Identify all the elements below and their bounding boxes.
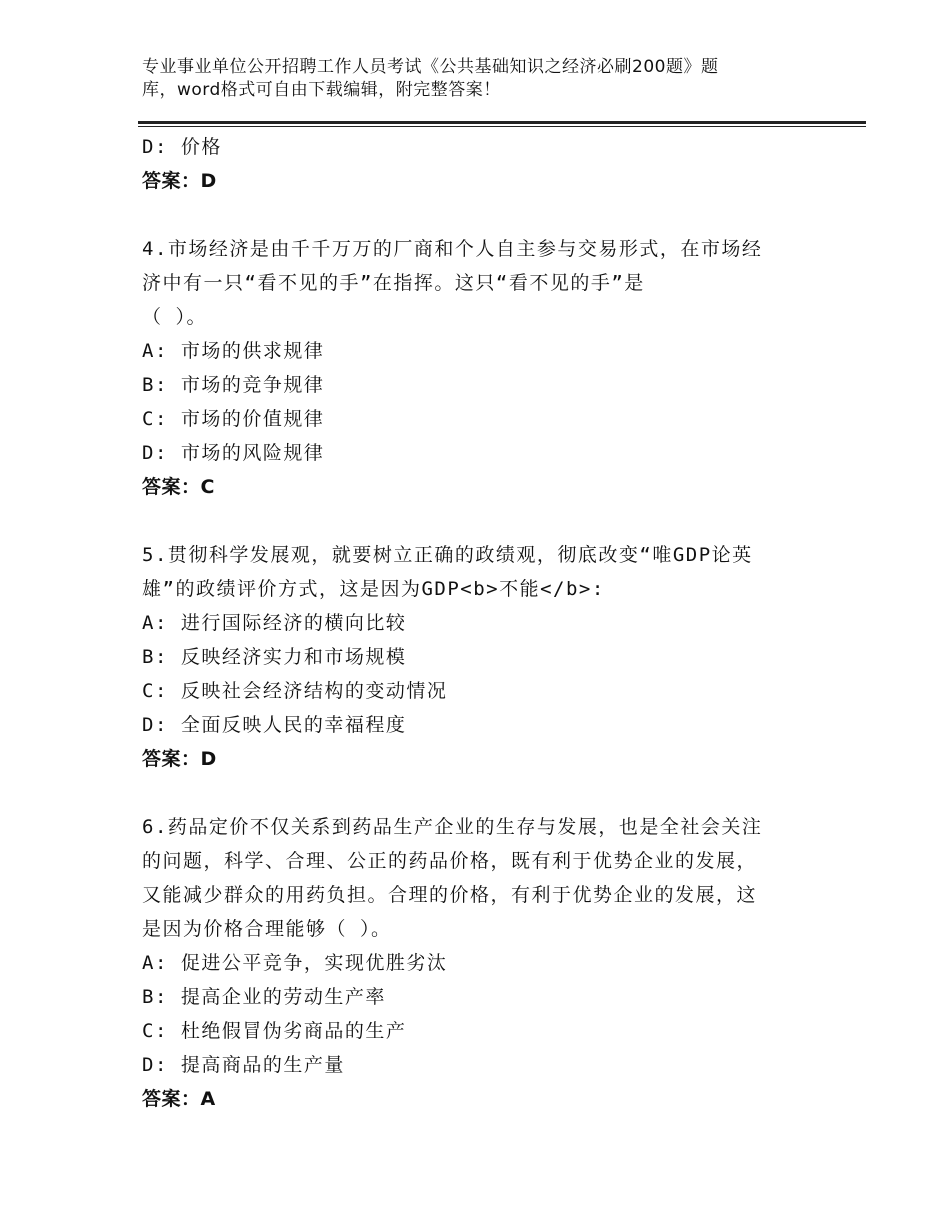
header-divider-thick: [138, 121, 866, 124]
question-text-line: （ ）。: [142, 306, 207, 328]
question-5: [142, 538, 822, 776]
question-text-line: 济中有一只“看不见的手”在指挥。这只“看不见的手”是: [142, 272, 645, 294]
spacer: [142, 504, 822, 538]
question-list: [142, 130, 822, 1116]
header-title-line-1: 专业事业单位公开招聘工作人员考试《公共基础知识之经济必刷200题》题: [142, 57, 719, 77]
header-divider-thin: [138, 126, 866, 127]
question-text-line: 的问题，科学、合理、公正的药品价格，既有利于优势企业的发展，: [142, 850, 758, 872]
option-b: B: 市场的竞争规律: [142, 374, 325, 396]
page-header: [142, 56, 782, 102]
option-d: D: 价格: [142, 136, 222, 158]
option-a: A: 市场的供求规律: [142, 340, 325, 362]
question-text-line: 雄”的政绩评价方式，这是因为GDP<b>不能</b>:: [142, 578, 605, 600]
option-b: B: 提高企业的劳动生产率: [142, 986, 386, 1008]
question-text-line: 4.市场经济是由千千万万的厂商和个人自主参与交易形式，在市场经: [142, 238, 763, 260]
option-a: A: 促进公平竞争，实现优胜劣汰: [142, 952, 448, 974]
spacer: [142, 776, 822, 810]
question-text-line: 6.药品定价不仅关系到药品生产企业的生存与发展，也是全社会关注: [142, 816, 763, 838]
option-d: D: 提高商品的生产量: [142, 1054, 345, 1076]
question-3-tail: [142, 130, 822, 198]
answer-label: 答案：D: [142, 170, 217, 192]
option-c: C: 杜绝假冒伪劣商品的生产: [142, 1020, 407, 1042]
question-text-line: 又能减少群众的用药负担。合理的价格，有利于优势企业的发展，这: [142, 884, 758, 906]
question-text-line: 5.贯彻科学发展观，就要树立正确的政绩观，彻底改变“唯GDP论英: [142, 544, 753, 566]
answer-label: 答案：A: [142, 1088, 216, 1110]
option-c: C: 反映社会经济结构的变动情况: [142, 680, 448, 702]
question-text-line: 是因为价格合理能够（ ）。: [142, 918, 392, 940]
answer-label: 答案：C: [142, 476, 215, 498]
question-4: [142, 232, 822, 504]
answer-label: 答案：D: [142, 748, 217, 770]
spacer: [142, 198, 822, 232]
option-b: B: 反映经济实力和市场规模: [142, 646, 407, 668]
header-title-line-2: 库，word格式可自由下载编辑，附完整答案！: [142, 80, 501, 100]
question-6: [142, 810, 822, 1116]
option-d: D: 市场的风险规律: [142, 442, 325, 464]
option-d: D: 全面反映人民的幸福程度: [142, 714, 407, 736]
option-c: C: 市场的价值规律: [142, 408, 325, 430]
option-a: A: 进行国际经济的横向比较: [142, 612, 407, 634]
